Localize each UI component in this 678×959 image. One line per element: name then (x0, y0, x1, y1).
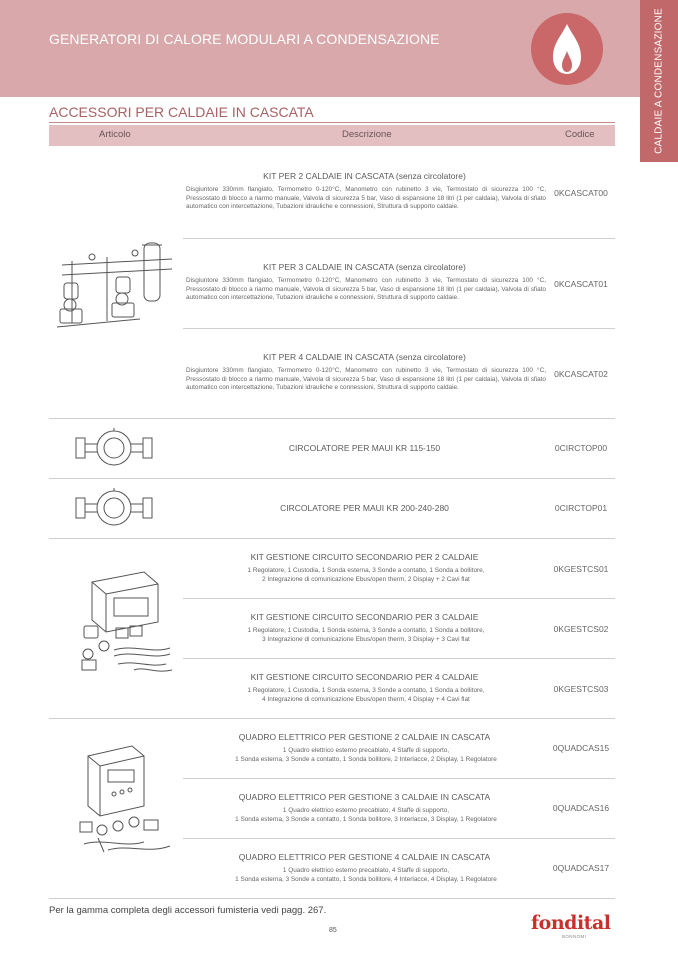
column-header-code: Codice (565, 129, 595, 140)
panel-3-description-line-1: 1 Quadro elettrico esterno precablato, 4 Staffe di supporto, (282, 807, 450, 814)
row-divider (183, 658, 615, 659)
kit-2-code: 0KCASCAT00 (554, 188, 608, 198)
row-divider (183, 328, 615, 329)
page-number: 85 (329, 927, 337, 934)
secondary-kit-2-code: 0KGESTCS01 (553, 564, 609, 574)
circulator-image (72, 424, 156, 470)
secondary-kit-4-description-line-1: 1 Regolatore, 1 Custodia, 1 Sonda esterna, 3 Sonde a contatto, 1 Sonda a bollitore, (247, 687, 485, 694)
kit-4-description: Disgiuntore 330mm flangiato, Termometro 0-120°C, Manometro con rubinetto 3 vie, Termostato di sicurezza 100 °C, Pressostato di blocco a riarmo manuale, Valvola di sicurezza 5 bar, Vaso di espansione 18 litri (1 per caldaia), Valvola di sfiato automatico con intercettazione, Tubazioni idrauliche e connessioni, Struttura di supporto caldaie. (186, 367, 546, 392)
brand-logo: fondital (531, 912, 611, 934)
secondary-kit-3-description-line-1: 1 Regolatore, 1 Custodia, 1 Sonda esterna, 3 Sonde a contatto, 1 Sonda a bollitore, (247, 627, 485, 634)
secondary-circuit-kit-image (74, 570, 178, 680)
secondary-kit-3-code: 0KGESTCS02 (553, 624, 609, 634)
secondary-kit-2-description-line-1: 1 Regolatore, 1 Custodia, 1 Sonda esterna, 3 Sonde a contatto, 1 Sonda a bollitore, (247, 567, 485, 574)
side-tab-label: CALDAIE A CONDENSAZIONE (653, 8, 665, 154)
column-header-article: Articolo (99, 129, 131, 140)
page-title: GENERATORI DI CALORE MODULARI A CONDENSAZIONE (49, 31, 440, 47)
secondary-kit-4-title: KIT GESTIONE CIRCUITO SECONDARIO PER 4 CALDAIE (250, 672, 479, 682)
kit-3-title: KIT PER 3 CALDAIE IN CASCATA (senza circolatore) (263, 262, 466, 272)
footnote: Per la gamma completa degli accessori fumisteria vedi pagg. 267. (49, 905, 327, 916)
row-divider (183, 238, 615, 239)
row-divider (183, 838, 615, 839)
kit-4-title: KIT PER 4 CALDAIE IN CASCATA (senza circolatore) (263, 352, 466, 362)
panel-3-description-line-2: 1 Sonda esterna, 3 Sonde a contatto, 1 Sonda bollitore, 3 Interlacce, 3 Display, 1 Regolatore (235, 816, 497, 823)
secondary-kit-3-title: KIT GESTIONE CIRCUITO SECONDARIO PER 3 CALDAIE (250, 612, 479, 622)
panel-4-description-line-2: 1 Sonda esterna, 3 Sonde a contatto, 1 Sonda bollitore, 4 Interlacce, 4 Display, 1 Regolatore (235, 876, 497, 883)
circulator-1-title: CIRCOLATORE PER MAUI KR 115-150 (288, 443, 441, 453)
circulator-1-code: 0CIRCTOP00 (554, 443, 608, 453)
kit-2-title: KIT PER 2 CALDAIE IN CASCATA (senza circolatore) (263, 171, 466, 181)
group-divider (49, 538, 615, 539)
panel-2-code: 0QUADCAS15 (552, 743, 610, 753)
flame-icon (531, 13, 603, 85)
group-divider (49, 478, 615, 479)
kit-3-description: Disgiuntore 330mm flangiato, Termometro 0-120°C, Manometro con rubinetto 3 vie, Termostato di sicurezza 100 °C, Pressostato di blocco a riarmo manuale, Valvola di sicurezza 5 bar, Vaso di espansione 18 litri (1 per caldaia), Valvola di sfiato automatico con intercettazione, Tubazioni idrauliche e connessioni, Struttura di supporto caldaie. (186, 277, 546, 302)
column-header-description: Descrizione (342, 129, 392, 140)
cascade-kit-image (52, 233, 180, 333)
panel-2-description-line-2: 1 Sonda esterna, 3 Sonde a contatto, 1 Sonda bollitore, 2 Interlacce, 2 Display, 1 Regolatore (235, 756, 497, 763)
circulator-2-code: 0CIRCTOP01 (554, 503, 608, 513)
panel-3-title: QUADRO ELETTRICO PER GESTIONE 3 CALDAIE IN CASCATA (238, 792, 491, 802)
circulator-image (72, 484, 156, 530)
row-divider (183, 778, 615, 779)
brand-logo-subtitle: BONNOMI (562, 934, 587, 939)
secondary-kit-4-description-line-2: 4 Integrazione di comunicazione Ebus/open therm, 4 Display + 4 Cavi flat (262, 696, 470, 703)
kit-4-code: 0KCASCAT02 (554, 369, 608, 379)
table-bottom-divider (49, 898, 615, 899)
secondary-kit-3-description-line-2: 3 Integrazione di comunicazione Ebus/open therm, 3 Display + 3 Cavi flat (262, 636, 470, 643)
section-divider (49, 122, 615, 123)
panel-3-code: 0QUADCAS16 (552, 803, 610, 813)
circulator-2-title: CIRCOLATORE PER MAUI KR 200-240-280 (280, 503, 449, 513)
section-title: ACCESSORI PER CALDAIE IN CASCATA (49, 104, 314, 120)
kit-3-code: 0KCASCAT01 (554, 279, 608, 289)
page-header (0, 0, 640, 97)
table-header (49, 125, 615, 146)
group-divider (49, 418, 615, 419)
kit-2-description: Disgiuntore 330mm flangiato, Termometro 0-120°C, Manometro con rubinetto 3 vie, Termostato di sicurezza 100 °C, Pressostato di blocco a riarmo manuale, Valvola di sicurezza 5 bar, Vaso di espansione 18 litri (1 per caldaia), Valvola di sfiato automatico con intercettazione, Tubazioni idrauliche e connessioni, Struttura di supporto caldaie. (186, 186, 546, 211)
secondary-kit-2-description-line-2: 2 Integrazione di comunicazione Ebus/open therm, 2 Display + 2 Cavi flat (262, 576, 470, 583)
panel-4-code: 0QUADCAS17 (552, 863, 610, 873)
secondary-kit-2-title: KIT GESTIONE CIRCUITO SECONDARIO PER 2 CALDAIE (250, 552, 479, 562)
row-divider (183, 598, 615, 599)
panel-2-title: QUADRO ELETTRICO PER GESTIONE 2 CALDAIE IN CASCATA (238, 732, 491, 742)
electrical-panel-image (74, 744, 178, 856)
panel-2-description-line-1: 1 Quadro elettrico esterno precablato, 4 Staffe di supporto, (282, 747, 450, 754)
panel-4-title: QUADRO ELETTRICO PER GESTIONE 4 CALDAIE IN CASCATA (238, 852, 491, 862)
secondary-kit-4-code: 0KGESTCS03 (553, 684, 609, 694)
panel-4-description-line-1: 1 Quadro elettrico esterno precablato, 4 Staffe di supporto, (282, 867, 450, 874)
group-divider (49, 718, 615, 719)
side-tab (640, 0, 678, 162)
